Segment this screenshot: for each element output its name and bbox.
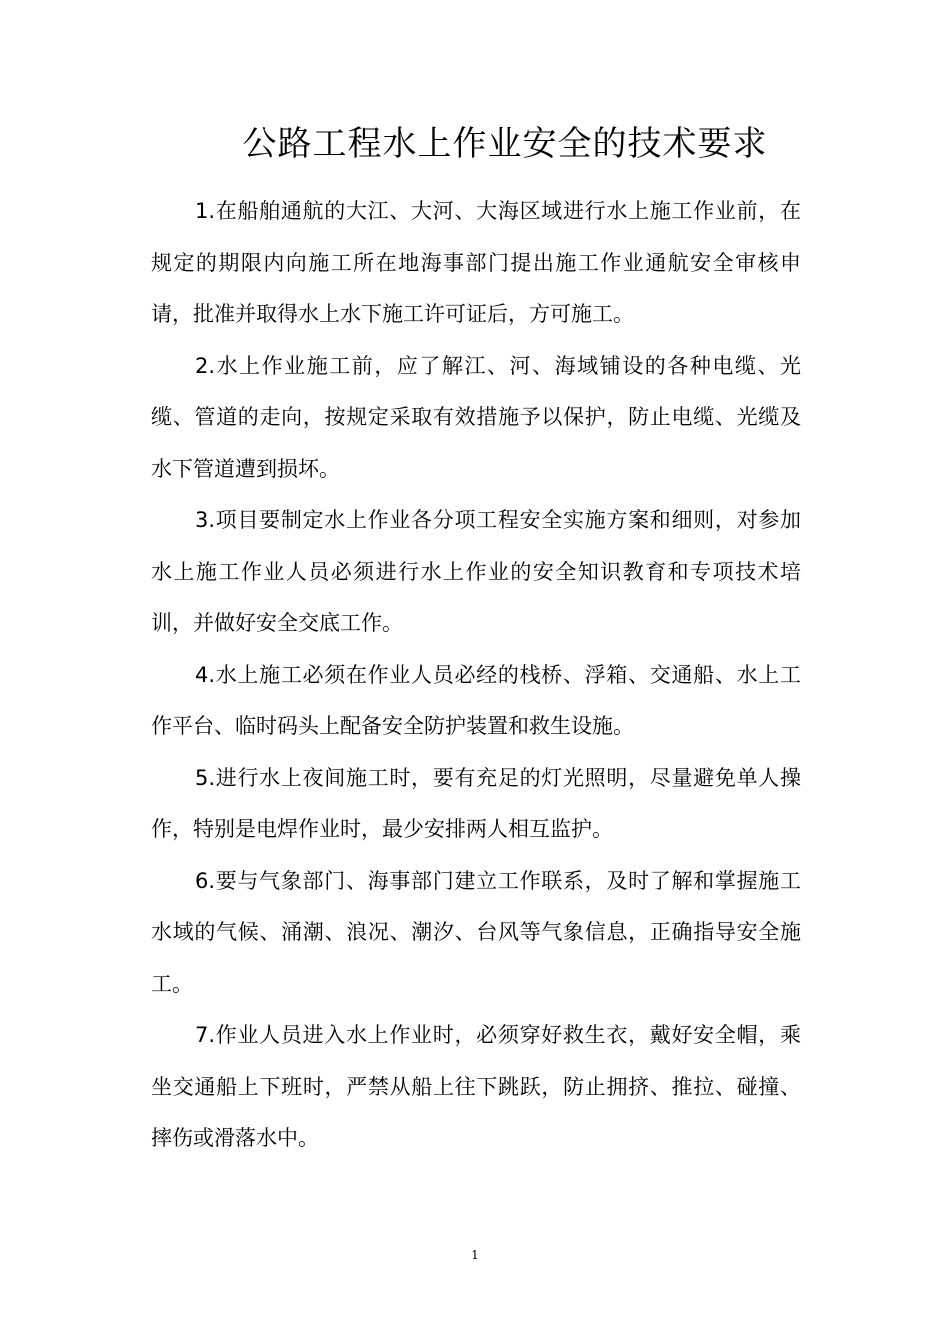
paragraph-1: 1.在船舶通航的大江、大河、大海区域进行水上施工作业前，在规定的期限内向施工所在地海事部门提出施工作业通航安全审核申请，批准并取得水上水下施工许可证后，方可施工。 <box>151 199 801 326</box>
document-body <box>151 186 801 1165</box>
paragraph-4: 4.水上施工必须在作业人员必经的栈桥、浮箱、交通船、水上工作平台、临时码头上配备安全防护装置和救生设施。 <box>151 662 801 738</box>
paragraph-7: 7.作业人员进入水上作业时，必须穿好救生衣，戴好安全帽，乘坐交通船上下班时，严禁从船上往下跳跃，防止拥挤、推拉、碰撞、摔伤或滑落水中。 <box>151 1023 801 1150</box>
paragraph-6: 6.要与气象部门、海事部门建立工作联系，及时了解和掌握施工水域的气候、涌潮、浪况、潮汐、台风等气象信息，正确指导安全施工。 <box>151 868 801 996</box>
page-number: 1 <box>471 1248 479 1262</box>
paragraph-5: 5.进行水上夜间施工时，要有充足的灯光照明，尽量避免单人操作，特别是电焊作业时，最少安排两人相互监护。 <box>151 765 801 841</box>
document-title: 公路工程水上作业安全的技术要求 <box>242 124 768 164</box>
paragraph-2: 2.水上作业施工前，应了解江、河、海域铺设的各种电缆、光缆、管道的走向，按规定采取有效措施予以保护，防止电缆、光缆及水下管道遭到损坏。 <box>151 353 801 481</box>
paragraph-3: 3.项目要制定水上作业各分项工程安全实施方案和细则，对参加水上施工作业人员必须进行水上作业的安全知识教育和专项技术培训，并做好安全交底工作。 <box>151 508 801 635</box>
